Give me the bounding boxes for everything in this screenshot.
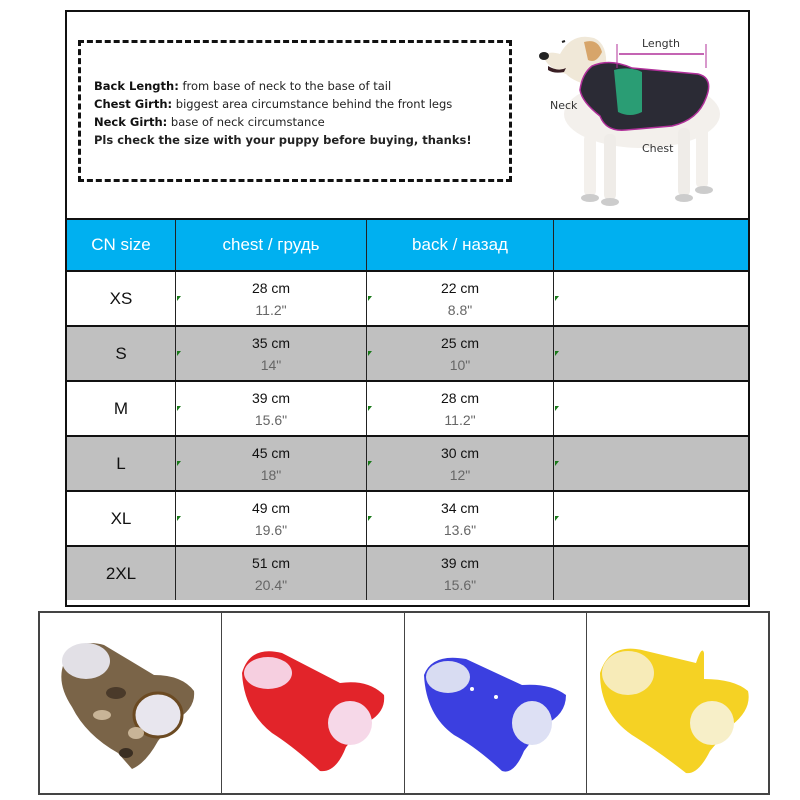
table-row <box>67 545 748 600</box>
chest-cm: 39 cm <box>251 389 291 406</box>
comment-marker-icon <box>368 516 372 521</box>
chest-inch: 20.4" <box>254 576 288 593</box>
table-header-row <box>67 218 748 270</box>
table-row <box>67 270 748 325</box>
comment-marker-icon <box>368 351 372 356</box>
chest-cm: 28 cm <box>251 279 291 296</box>
header-chest: chest / грудь <box>175 220 366 270</box>
back-inch: 15.6" <box>443 576 477 593</box>
back-inch: 12" <box>449 466 471 483</box>
comment-marker-icon <box>177 351 181 356</box>
comment-marker-icon <box>177 296 181 301</box>
back-inch: 8.8" <box>447 301 473 318</box>
back-inch: 13.6" <box>443 521 477 538</box>
dog-measurement-diagram <box>522 16 748 212</box>
comment-marker-icon <box>177 406 181 411</box>
raincoat-red-icon <box>228 623 398 783</box>
header-empty <box>553 220 748 270</box>
chest-inch: 14" <box>260 356 282 373</box>
length-label: Length <box>642 37 680 50</box>
header-back: back / назад <box>366 220 553 270</box>
size-label: XS <box>109 288 133 308</box>
back-inch: 10" <box>449 356 471 373</box>
chest-inch: 18" <box>260 466 282 483</box>
chest-cm: 51 cm <box>251 554 291 571</box>
chest-inch: 15.6" <box>254 411 288 428</box>
table-row <box>67 380 748 435</box>
back-cm: 22 cm <box>440 279 480 296</box>
raincoat-blue-icon <box>410 623 580 783</box>
notes-text <box>94 77 472 149</box>
table-row <box>67 490 748 545</box>
size-label: L <box>116 453 126 473</box>
comment-marker-icon <box>555 296 559 301</box>
back-cm: 28 cm <box>440 389 480 406</box>
note-chest-girth: Chest Girth: biggest area circumstance behind the front legs <box>94 97 453 111</box>
size-chart-frame <box>65 10 750 607</box>
table-row <box>67 325 748 380</box>
back-cm: 34 cm <box>440 499 480 516</box>
neck-label: Neck <box>550 99 578 112</box>
chest-cm: 45 cm <box>251 444 291 461</box>
comment-marker-icon <box>368 406 372 411</box>
measurement-info <box>67 12 748 218</box>
table-row <box>67 435 748 490</box>
size-table <box>67 218 748 600</box>
raincoat-camouflage-icon <box>46 623 216 783</box>
note-reminder: Pls check the size with your puppy before buying, thanks! <box>94 133 472 147</box>
comment-marker-icon <box>555 351 559 356</box>
note-neck-girth: Neck Girth: base of neck circumstance <box>94 115 325 129</box>
product-blue[interactable] <box>404 613 586 793</box>
chest-label: Chest <box>642 142 674 155</box>
comment-marker-icon <box>177 461 181 466</box>
comment-marker-icon <box>555 406 559 411</box>
product-color-gallery <box>38 611 770 795</box>
back-inch: 11.2" <box>444 411 476 428</box>
note-back-length: Back Length: from base of neck to the base of tail <box>94 79 392 93</box>
comment-marker-icon <box>368 296 372 301</box>
header-cn-size: CN size <box>91 235 151 254</box>
size-label: 2XL <box>105 563 137 583</box>
product-camouflage[interactable] <box>40 613 221 793</box>
size-label: M <box>113 398 129 418</box>
comment-marker-icon <box>368 461 372 466</box>
chest-cm: 49 cm <box>251 499 291 516</box>
size-label: S <box>115 343 127 363</box>
comment-marker-icon <box>555 461 559 466</box>
back-cm: 39 cm <box>440 554 480 571</box>
chest-inch: 19.6" <box>254 521 288 538</box>
raincoat-yellow-icon <box>592 623 762 783</box>
back-cm: 25 cm <box>440 334 480 351</box>
comment-marker-icon <box>555 516 559 521</box>
comment-marker-icon <box>177 516 181 521</box>
size-label: XL <box>110 508 132 528</box>
chest-inch: 11.2" <box>255 301 287 318</box>
notes-box <box>78 40 512 182</box>
back-cm: 30 cm <box>440 444 480 461</box>
product-yellow[interactable] <box>586 613 768 793</box>
product-red[interactable] <box>221 613 403 793</box>
chest-cm: 35 cm <box>251 334 291 351</box>
